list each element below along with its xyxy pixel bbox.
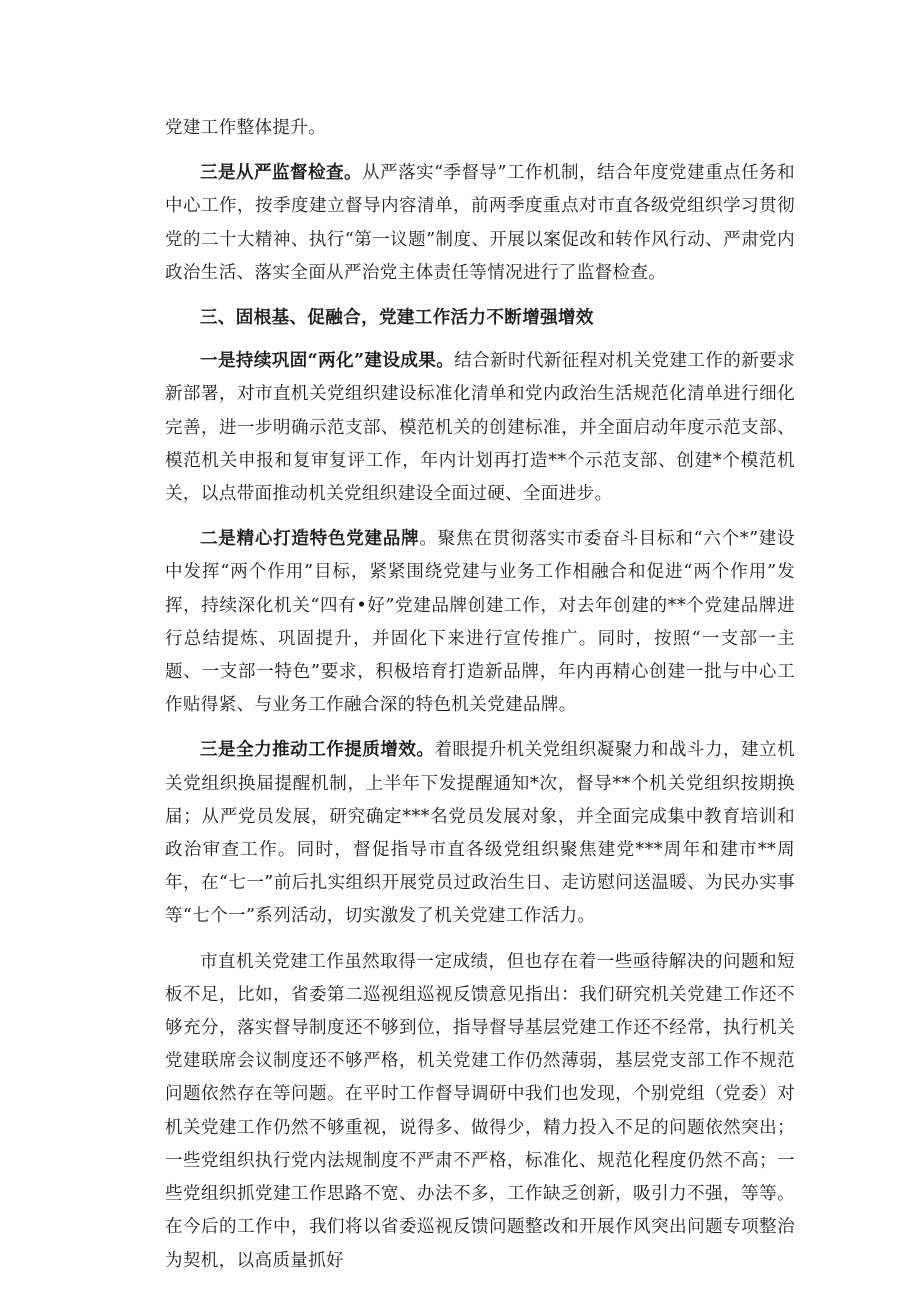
paragraph-supervision: [165, 157, 795, 290]
paragraph-body: 着眼提升机关党组织凝聚力和战斗力，建立机关党组织换届提醒机制，上半年下发提醒通知*次，督导**个机关党组织按期换届；从严党员发展，研究确定***名党员发展对象，并全面完成集中教育培训和政治审查工作。同时，督促指导市直各级党组织聚焦建党***周年和建市**周年，在“七一”前后扎实组织开展党员过政治生日、走访慰问送温暖、为民办实事等“七个一”系列活动，切实激发了机关党建工作活力。: [165, 740, 796, 927]
paragraph-lead: 二是精心打造特色党建品牌: [200, 529, 420, 550]
paragraph-brand-building: [165, 523, 795, 722]
paragraph-lead: 三是从严监督检查。: [200, 163, 363, 184]
paragraph-problems: 市直机关党建工作虽然取得一定成绩，但也存在着一些亟待解决的问题和短板不足，比如，省委第二巡视组巡视反馈意见指出：我们研究机关党建工作还不够充分，落实督导制度还不够到位，指导督导基层党建工作还不经常，执行机关党建联席会议制度还不够严格，机关党建工作仍然薄弱，基层党支部工作不规范问题依然存在等问题。在平时工作督导调研中我们也发现，个别党组（党委）对机关党建工作仍然不够重视，说得多、做得少，精力投入不足的问题依然突出；一些党组织执行党内法规制度不严肃不严格，标准化、规范化程度仍然不高；一些党组织抓党建工作思路不宽、办法不多，工作缺乏创新，吸引力不强，等等。在今后的工作中，我们将以省委巡视反馈问题整改和开展作风突出问题专项整治为契机，以高质量抓好: [165, 951, 795, 1271]
paragraph-lead: 一是持续巩固“两化”建设成果。: [200, 351, 455, 372]
paragraph-two-standards: [165, 345, 795, 511]
paragraph-lead: 三是全力推动工作提质增效。: [200, 740, 435, 761]
document-page: [165, 112, 795, 1278]
paragraph-quality-efficiency: [165, 734, 795, 933]
paragraph-continuation: 党建工作整体提升。: [165, 118, 327, 138]
section-heading: 三、固根基、促融合，党建工作活力不断增强增效: [200, 308, 594, 329]
paragraph-body: 结合新时代新征程对机关党建工作的新要求新部署，对市直机关党组织建设标准化清单和党内政治生活规范化清单进行细化完善，进一步明确示范支部、模范机关的创建标准，并全面启动年度示范支部、模范机关申报和复审复评工作，年内计划再打造**个示范支部、创建*个模范机关，以点带面推动机关党组织建设全面过硬、全面进步。: [165, 351, 795, 505]
paragraph-body: 。聚焦在贯彻落实市委奋斗目标和“六个*”建设中发挥“两个作用”目标，紧紧围绕党建与业务工作相融合和促进“两个作用”发挥，持续深化机关“四有•好”党建品牌创建工作，对去年创建的**个党建品牌进行总结提炼、巩固提升，并固化下来进行宣传推广。同时，按照“一支部一主题、一支部一特色”要求，积极培育打造新品牌，年内再精心创建一批与中心工作贴得紧、与业务工作融合深的特色机关党建品牌。: [165, 529, 795, 716]
paragraph-body: 从严落实“季督导”工作机制，结合年度党建重点任务和中心工作，按季度建立督导内容清单，前两季度重点对市直各级党组织学习贯彻党的二十大精神、执行“第一议题”制度、开展以案促改和转作风行动、严肃党内政治生活、落实全面从严治党主体责任等情况进行了监督检查。: [165, 163, 795, 283]
